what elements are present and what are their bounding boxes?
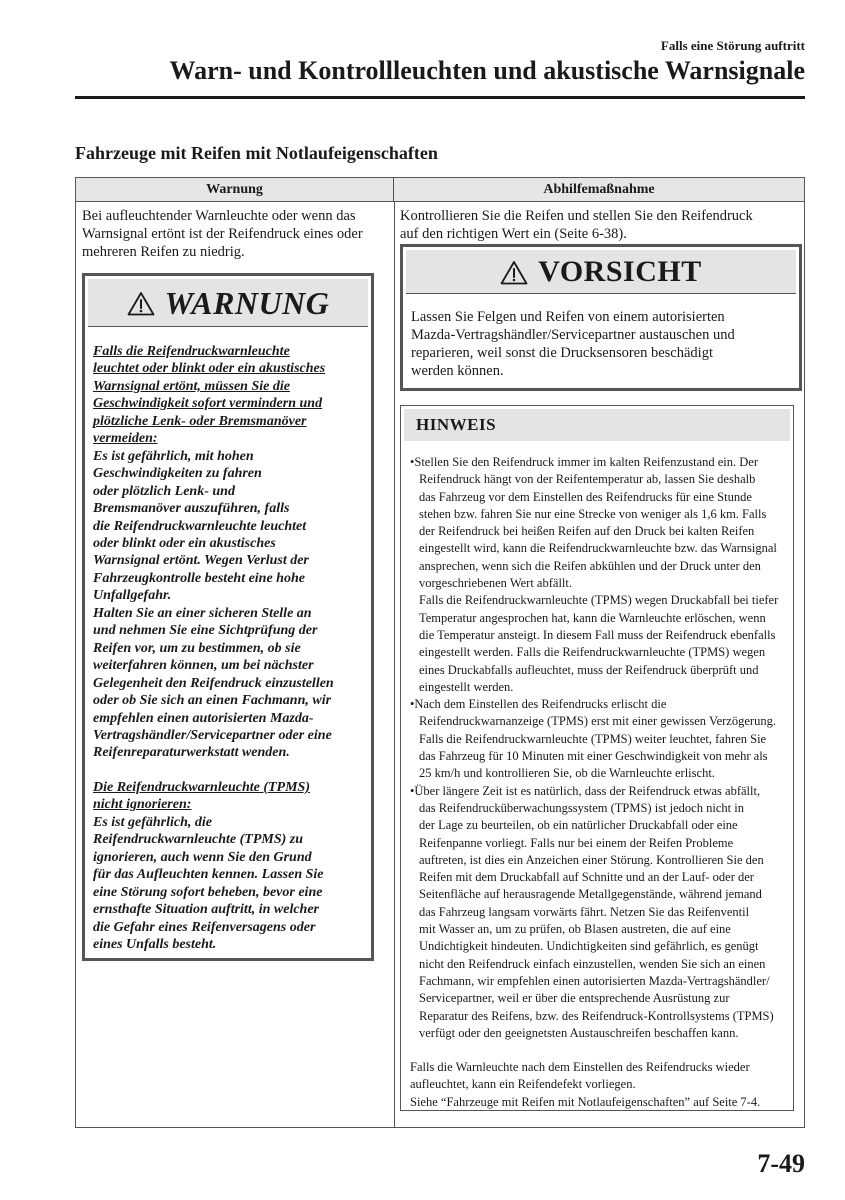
text-line: Warnsignal ertönt ist der Reifendruck eines oder	[82, 226, 363, 242]
warnung-line: Vertragshändler/Servicepartner oder eine	[93, 727, 332, 743]
hinweis-line: das Fahrzeug vor dem Einstellen des Reifendrucks für eine Stunde	[419, 489, 752, 504]
warnung-line: Fahrzeugkontrolle besteht eine hohe	[93, 570, 305, 586]
hinweis-line: Servicepartner, weil er über die entsprechende Ausrüstung zur	[419, 991, 730, 1006]
warnung-underlined-line: Falls die Reifendruckwarnleuchte	[93, 344, 290, 359]
warnung-line: und nehmen Sie eine Sichtprüfung der	[93, 623, 318, 639]
section-heading: Fahrzeuge mit Reifen mit Notlaufeigenschaften	[75, 143, 438, 163]
warnung-line: oder blinkt oder ein akustisches	[93, 535, 276, 551]
hinweis-bullet-line: •Stellen Sie den Reifendruck immer im kalten Reifenzustand ein. Der	[410, 455, 759, 469]
vorsicht-line: Lassen Sie Felgen und Reifen von einem autorisierten	[411, 309, 725, 325]
text-line: Bei aufleuchtender Warnleuchte oder wenn das	[82, 208, 356, 224]
hinweis-line: Reifendruck hängt von der Reifentemperatur ab, lassen Sie deshalb	[419, 472, 756, 487]
warnung-line: Halten Sie an einer sicheren Stelle an	[93, 605, 312, 621]
section-header: Falls eine Störung auftritt	[660, 38, 805, 53]
hinweis-line: aufleuchtet, kann ein Reifendefekt vorliegen.	[410, 1077, 636, 1092]
warnung-line: Geschwindigkeiten zu fahren	[93, 466, 262, 482]
page-title: Warn- und Kontrollleuchten und akustische Warnsignale	[169, 56, 805, 85]
warnung-line: eines Unfalls besteht.	[93, 936, 217, 952]
hinweis-line: Reparatur des Reifens, bzw. des Reifendruck-Kontrollsystems (TPMS)	[419, 1008, 774, 1023]
warnung-line: Unfallgefahr.	[93, 588, 172, 604]
warnung-underlined-line: plötzliche Lenk- oder Bremsmanöver	[93, 413, 307, 429]
warnung-box	[82, 273, 374, 961]
hinweis-line: Siehe “Fahrzeuge mit Reifen mit Notlaufeigenschaften” auf Seite 7-4.	[410, 1094, 761, 1109]
vorsicht-line: werden können.	[411, 363, 504, 379]
vorsicht-label: VORSICHT	[538, 255, 702, 288]
hinweis-line: Temperatur angesprochen hat, kann die Warnleuchte erlöschen, wenn	[419, 610, 766, 625]
warnung-line: die Gefahr eines Reifenversagens oder	[93, 919, 316, 935]
hinweis-line: Reifendruckwarnanzeige (TPMS) erst mit einer gewissen Verzögerung.	[419, 714, 776, 729]
warnung-line: Reifendruckwarnleuchte (TPMS) zu	[93, 832, 304, 848]
warnung-line: ernsthafte Situation auftritt, in welcher	[93, 902, 319, 918]
warnung-underlined-line: leuchtet oder blinkt oder ein akustisches	[93, 361, 326, 377]
hinweis-line: 25 km/h und kontrollieren Sie, ob die Warnleuchte erlischt.	[419, 766, 715, 781]
warnung-line: oder ob Sie sich an einen Fachmann, wir	[93, 693, 332, 709]
hinweis-bullet-line: •Nach dem Einstellen des Reifendrucks erlischt die	[410, 697, 667, 712]
warnung-line: Es ist gefährlich, mit hohen	[93, 448, 254, 464]
hinweis-line: das Reifendrucküberwachungssystem (TPMS) ist jedoch nicht in	[419, 800, 744, 815]
hinweis-line: ansprechen, wenn sich die Reifen abkühlen und der Druck unter den	[419, 558, 761, 573]
warnung-line: weiterfahren können, um bei nächster	[93, 658, 314, 674]
hinweis-title: HINWEIS	[404, 409, 790, 441]
vorsicht-title-bar	[406, 250, 796, 294]
text-line: Kontrollieren Sie die Reifen und stellen Sie den Reifendruck	[400, 208, 753, 224]
remedy-description	[400, 207, 802, 243]
hinweis-line: das Fahrzeug für 10 Minuten mit einer Geschwindigkeit von mehr als	[419, 749, 768, 764]
page-number: 7-49	[757, 1149, 805, 1178]
hinweis-line: Falls die Warnleuchte nach dem Einstellen des Reifendrucks wieder	[410, 1060, 750, 1075]
warnung-underlined-line: nicht ignorieren:	[93, 797, 192, 813]
hinweis-line: vorgeschriebenen Wert abfällt.	[419, 576, 572, 591]
warnung-underlined-line: Warnsignal ertönt, müssen Sie die	[93, 378, 290, 394]
warnung-line: Gelegenheit den Reifendruck einzustellen	[93, 675, 334, 691]
hinweis-line: auftreten, ist dies ein Anzeichen einer Störung. Kontrollieren Sie den	[419, 852, 764, 867]
warnung-title-bar	[88, 279, 368, 327]
hinweis-line: der Reifendruck bei heißen Reifen auf den Druck bei kalten Reifen	[419, 524, 755, 539]
hinweis-box	[400, 405, 794, 1111]
column-header-remedy: Abhilfemaßnahme	[394, 178, 804, 202]
warnung-underlined-line: Die Reifendruckwarnleuchte (TPMS)	[93, 779, 310, 795]
hinweis-line: eingestellt wird, kann die Reifendruckwarnleuchte bzw. das Warnsignal	[419, 541, 777, 556]
warning-description	[82, 207, 392, 261]
vorsicht-text	[411, 308, 791, 380]
hinweis-line: die Temperatur ansteigt. In diesem Fall muss der Reifendruck ebenfalls	[419, 627, 776, 642]
warnung-underlined-line: vermeiden:	[93, 431, 158, 447]
hinweis-line: Falls die Reifendruckwarnleuchte (TPMS) wegen Druckabfall bei tiefer	[419, 593, 779, 608]
hinweis-line: Seitenfläche auf herausragende Metallgegenstände, während jemand	[419, 887, 762, 902]
warnung-line: Es ist gefährlich, die	[93, 814, 213, 830]
hinweis-line: mit Wasser an, um zu prüfen, ob Blasen austreten, die auf eine	[419, 922, 731, 937]
hinweis-text	[410, 454, 787, 1111]
warnung-line: Reifen vor, um zu bestimmen, ob sie	[93, 640, 301, 656]
hinweis-line: eingestellt werden. Falls die Reifendruckwarnleuchte (TPMS) wegen	[419, 645, 766, 660]
warnung-line: die Reifendruckwarnleuchte leuchtet	[93, 518, 307, 534]
vorsicht-line: reparieren, weil sonst die Drucksensoren beschädigt	[411, 345, 713, 361]
column-header-warning: Warnung	[76, 178, 394, 202]
warnung-label: WARNUNG	[164, 284, 330, 321]
warnung-line: Reifenreparaturwerkstatt wenden.	[93, 745, 290, 761]
hinweis-line: nicht den Reifendruck einfach einzustellen, wenden Sie sich an einen	[419, 956, 766, 971]
warnung-line: oder plötzlich Lenk- und	[93, 483, 235, 499]
hinweis-line: stehen bzw. fahren Sie nur eine Strecke von weniger als 1,6 km. Falls	[419, 506, 767, 521]
column-divider	[394, 202, 395, 1127]
hinweis-line: Fachmann, wir empfehlen einen autorisierten Mazda-Vertragshändler/	[419, 973, 770, 988]
header-divider	[75, 96, 805, 99]
text-line: mehreren Reifen zu niedrig.	[82, 244, 245, 260]
hinweis-line: der Lage zu beurteilen, ob ein natürlicher Druckabfall oder eine	[419, 818, 738, 833]
warning-table	[75, 177, 805, 1128]
warnung-text	[93, 343, 365, 953]
hinweis-line: Falls die Reifendruckwarnleuchte (TPMS) weiter leuchtet, fahren Sie	[419, 731, 767, 746]
warnung-line: Warnsignal ertönt. Wegen Verlust der	[93, 553, 309, 569]
warning-triangle-icon	[127, 291, 155, 316]
text-line: auf den richtigen Wert ein (Seite 6-38).	[400, 226, 627, 242]
warnung-line: für das Aufleuchten kennen. Lassen Sie	[93, 867, 324, 883]
warnung-line: empfehlen einen autorisierten Mazda-	[93, 710, 314, 726]
warnung-line: ignorieren, auch wenn Sie den Grund	[93, 849, 312, 865]
warnung-line: Bremsmanöver auszuführen, falls	[93, 501, 290, 517]
hinweis-line: Reifenpanne vorliegt. Falls nur bei einem der Reifen Probleme	[419, 835, 734, 850]
hinweis-line: das Fahrzeug langsam vorwärts fährt. Netzen Sie das Reifenventil	[419, 904, 750, 919]
hinweis-bullet-line: •Über längere Zeit ist es natürlich, dass der Reifendruck etwas abfällt,	[410, 783, 761, 798]
vorsicht-line: Mazda-Vertragshändler/Servicepartner austauschen und	[411, 327, 735, 343]
warnung-underlined-line: Geschwindigkeit sofort vermindern und	[93, 396, 323, 412]
hinweis-line: Undichtigkeit hindeuten. Undichtigkeiten sind gefährlich, es genügt	[419, 939, 759, 954]
hinweis-line: Reifen mit dem Druckabfall auf Schnitte und an der Lauf- oder der	[419, 870, 754, 885]
hinweis-line: eingestellt werden.	[419, 679, 514, 694]
caution-triangle-icon	[500, 260, 528, 285]
warnung-line: eine Störung sofort beheben, bevor eine	[93, 884, 323, 900]
hinweis-line: verfügt oder den geeignetsten Austauschreifen beschaffen kann.	[419, 1025, 739, 1040]
vorsicht-box	[400, 244, 802, 391]
hinweis-line: eines Druckabfalls aufleuchtet, muss der Reifendruck überprüft und	[419, 662, 759, 677]
